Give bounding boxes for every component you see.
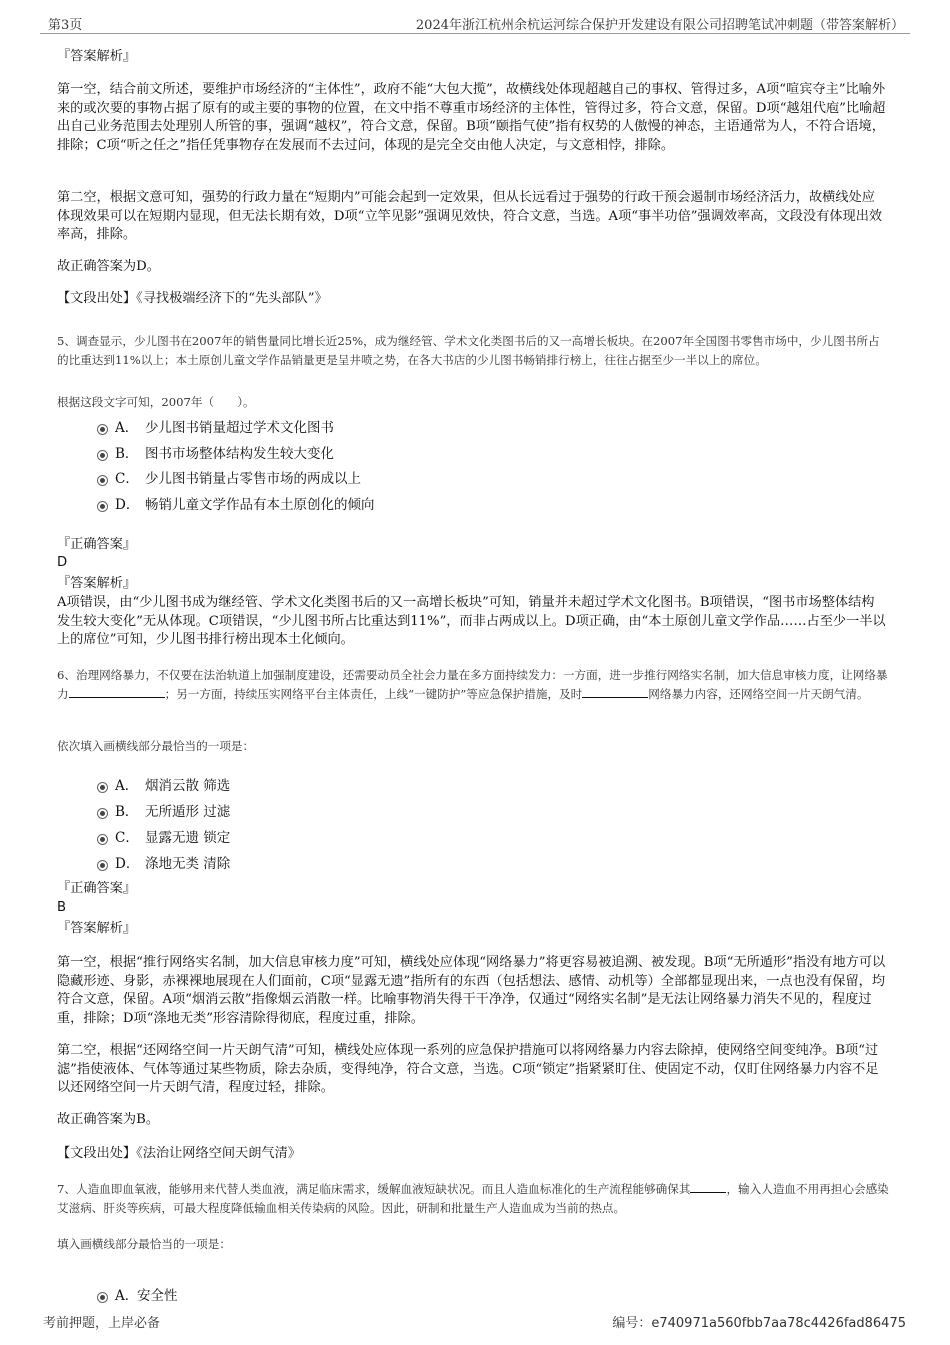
option-letter: B． — [115, 804, 139, 820]
correct-answer: D — [57, 555, 68, 570]
radio-button[interactable] — [97, 501, 108, 512]
stem-text: 网络暴力内容，还网络空间一片天朗气清。 — [648, 687, 869, 701]
stem-text: ，输入人造血不用再担心会感染艾滋病、肝炎等疾病，可最大程度降低输血相关传染病的风险。因此，研制和批量生产人造血成为当前的热点。 — [57, 1182, 889, 1215]
analysis-label: 『答案解析』 — [57, 49, 137, 64]
stem-text: ；另一方面，持续压实网络平台主体责任，上线“一键防护”等应急保护措施，及时 — [164, 687, 583, 701]
option-item[interactable] — [97, 1284, 697, 1306]
header-divider — [40, 33, 910, 34]
document-title: 2024年浙江杭州余杭运河综合保护开发建设有限公司招聘笔试冲刺题（带答案解析） — [415, 18, 904, 33]
radio-button[interactable] — [97, 475, 108, 486]
option-item[interactable] — [97, 852, 697, 872]
radio-button[interactable] — [97, 834, 108, 845]
question-prompt: 填入画横线部分最恰当的一项是： — [57, 1237, 231, 1251]
correct-answer-label: 『正确答案』 — [57, 881, 137, 896]
blank-line — [582, 685, 648, 698]
footer-slogan: 考前押题，上岸必备 — [43, 1316, 161, 1331]
code-value: e740971a560fbb7aa78c4426fad86475 — [651, 1316, 906, 1331]
source-title: 《法治让网络空间天朗气清》 — [136, 1146, 301, 1161]
analysis-paragraph: 第二空，根据“还网络空间一片天朗气清”可知，横线处应体现一系列的应急保护措施可以将网络暴力内容去除掉，使网络空间变纯净。B项“过滤”指使液体、气体等通过某些物质，除去杂质，变得纯净，符合文意，当选。C项“锁定”指紧紧盯住、使固定不动，仅盯住网络暴力内容不足以还网络空间一片天朗气清，程度过轻，排除。 — [57, 1043, 879, 1095]
question-prompt: 依次填入画横线部分最恰当的一项是： — [57, 739, 255, 753]
stem-text: 6、治理网络暴力，不仅要在法治轨道上加强制度建设，还需要动员全社会力量在多方面持续发力：一方面，进一步推行网络实名制，加大信息审核力度，让网络暴力 — [57, 668, 888, 701]
analysis-paragraph: 第二空，根据文意可知，强势的行政力量在“短期内”可能会起到一定效果，但从长远看过于强势的行政干预会遏制市场经济活力，故横线处应体现效果可以在短期内显现，但无法长期有效，D项“立竿见影”强调见效快，符合文意，当选。A项“事半功倍”强调效率高，文段没有体现出效率高，排除。 — [57, 190, 883, 242]
options-list — [97, 774, 697, 874]
option-text: 烟消云散 筛选 — [145, 778, 231, 794]
option-item[interactable] — [97, 774, 697, 794]
option-item[interactable] — [97, 493, 697, 513]
blank-line — [69, 685, 165, 698]
page-number: 第3页 — [48, 18, 83, 33]
source-label: 【文段出处】 — [57, 1146, 137, 1161]
option-text: 图书市场整体结构发生较大变化 — [145, 446, 334, 462]
option-text: 安全性 — [137, 1288, 178, 1304]
analysis-paragraph: A项错误，由“少儿图书成为继经管、学术文化类图书后的又一高增长板块”可知，销量并未超过学术文化图书。B项错误，“图书市场整体结构发生较大变化”无从体现。C项错误，“少儿图书所占比重达到11%”，而非占两成以上。D项正确，由“本土原创儿童文学作品……占至少一半以上的席位”可知，少儿图书排行榜出现本土化倾向。 — [57, 595, 886, 647]
option-letter: A． — [115, 778, 139, 794]
option-letter: D． — [115, 856, 140, 872]
options-list — [97, 416, 697, 516]
option-text: 畅销儿童文学作品有本土原创化的倾向 — [145, 497, 375, 513]
option-text: 少儿图书销量超过学术文化图书 — [145, 420, 334, 436]
radio-button[interactable] — [97, 1292, 108, 1303]
option-letter: C． — [115, 830, 139, 846]
final-answer: 故正确答案为B。 — [57, 1112, 160, 1127]
radio-button[interactable] — [97, 424, 108, 435]
stem-text: 7、人造血即血氧液，能够用来代替人类血液，满足临床需求，缓解血液短缺状况。而且人造血标准化的生产流程能够确保其 — [57, 1182, 691, 1196]
source-label: 【文段出处】 — [57, 291, 137, 306]
source-citation — [57, 1145, 301, 1164]
question-stem — [57, 1180, 892, 1218]
question-prompt: 根据这段文字可知，2007年（ ）。 — [57, 395, 255, 409]
option-letter: D． — [115, 497, 140, 513]
option-text: 涤地无类 清除 — [145, 856, 231, 872]
option-item[interactable] — [97, 467, 697, 487]
radio-button[interactable] — [97, 450, 108, 461]
option-item[interactable] — [97, 800, 697, 820]
final-answer: 故正确答案为D。 — [57, 259, 160, 274]
analysis-label: 『答案解析』 — [57, 921, 137, 936]
source-title: 《寻找极端经济下的“先头部队”》 — [136, 291, 328, 306]
option-text: 无所遁形 过滤 — [145, 804, 231, 820]
option-letter: C． — [115, 471, 139, 487]
code-label: 编号： — [612, 1316, 652, 1331]
source-citation — [57, 290, 328, 309]
option-letter: B． — [115, 446, 139, 462]
correct-answer-label: 『正确答案』 — [57, 537, 137, 552]
option-letter: A． — [115, 420, 139, 436]
question-stem — [57, 666, 892, 704]
radio-button[interactable] — [97, 782, 108, 793]
analysis-label: 『答案解析』 — [57, 576, 137, 591]
option-item[interactable] — [97, 826, 697, 846]
option-item[interactable] — [97, 416, 697, 436]
option-item[interactable] — [97, 442, 697, 462]
option-text: 显露无遗 锁定 — [145, 830, 231, 846]
analysis-paragraph: 第一空，结合前文所述，要维护市场经济的“主体性”，政府不能“大包大揽”，故横线处体现超越自己的事权、管得过多，A项“喧宾夺主”比喻外来的或次要的事物占据了原有的或主要的事物的位置，在文中指不尊重市场经济的主体性，管得过多，符合文意，保留。D项“越俎代庖”比喻超出自己业务范围去处理别人所管的事，强调“越权”，符合文意，保留。B项“颐指气使”指有权势的人傲慢的神态，主语通常为人，不符合语境，排除；C项“听之任之”指任凭事物存在发展而不去过问，体现的是完全交由他人决定，与文意相悖，排除。 — [57, 82, 886, 153]
analysis-paragraph: 第一空，根据“推行网络实名制，加大信息审核力度”可知，横线处应体现“网络暴力”将更容易被追溯、被发现。B项“无所遁形”指没有地方可以隐藏形迹、身影，赤裸裸地展现在人们面前，C项“显露无遗”指所有的东西（包括想法、感情、动机等）全部都显现出来，一点也没有保留，均符合文意，保留。A项“烟消云散”指像烟云消散一样。比喻事物消失得干干净净，仅通过“网络实名制”是无法让网络暴力消失不见的，程度过重，排除；D项“涤地无类”形容清除得彻底，程度过重，排除。 — [57, 955, 886, 1026]
question-stem: 5、调查显示，少儿图书在2007年的销售量同比增长近25%，成为继经管、学术文化类图书后的又一高增长板块。在2007年全国图书零售市场中，少儿图书所占的比重达到11%以上；本土原创儿童文学作品销量更是呈井喷之势，在各大书店的少儿图书畅销排行榜上，往往占据至少一半以上的席位。 — [57, 334, 880, 367]
radio-button[interactable] — [97, 860, 108, 871]
option-text: 少儿图书销量占零售市场的两成以上 — [145, 471, 361, 487]
option-letter: A． — [115, 1288, 139, 1304]
correct-answer: B — [57, 900, 67, 915]
radio-button[interactable] — [97, 808, 108, 819]
document-code — [612, 1312, 906, 1331]
blank-line — [690, 1180, 726, 1193]
